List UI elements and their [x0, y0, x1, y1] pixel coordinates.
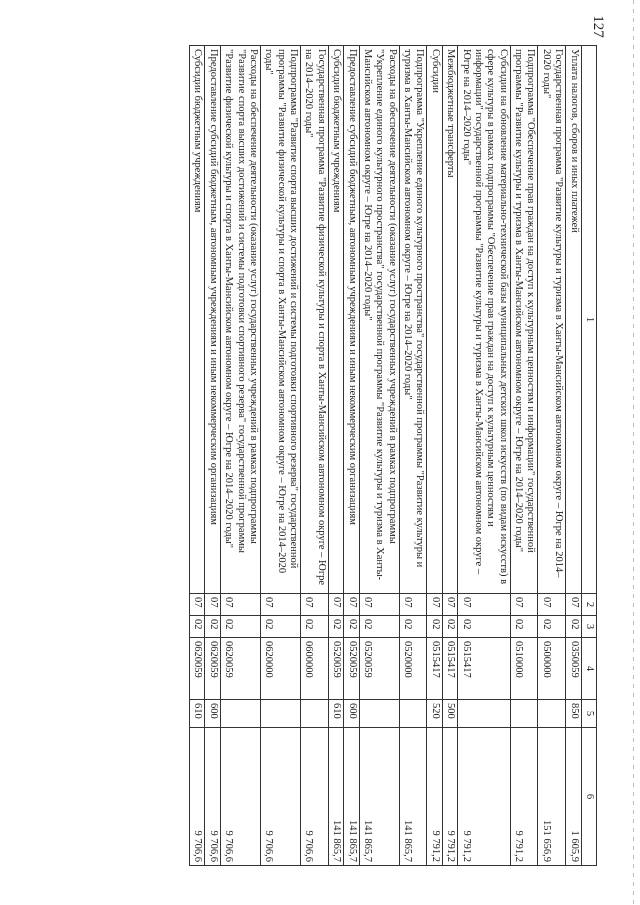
cell-name: Государственная программа "Развитие культуры и туризма в Ханты-Мансийском автономном округе – Югре на 2014–2020 годы"	[538, 46, 566, 594]
cell-csr: 0620059	[205, 638, 220, 700]
cell-sum: 9 706,6	[190, 728, 205, 866]
cell-csr: 0600000	[301, 638, 329, 700]
rotated-page-content	[65, 45, 597, 865]
table-row	[301, 46, 329, 866]
cell-pr: 02	[442, 616, 457, 638]
cell-pr: 02	[399, 616, 427, 638]
cell-pr: 02	[301, 616, 329, 638]
cell-name: Предоставление субсидий бюджетным, автономным учреждениям и иным некоммерческим организациям	[205, 46, 220, 594]
cell-pr: 02	[220, 616, 260, 638]
cell-rz: 07	[328, 594, 343, 616]
table-row	[190, 46, 205, 866]
cell-rz: 07	[359, 594, 399, 616]
table-row	[510, 46, 538, 866]
cell-sum: 141 865,7	[359, 728, 399, 866]
cell-rz: 07	[301, 594, 329, 616]
cell-vr	[220, 700, 260, 728]
cell-vr	[301, 700, 329, 728]
cell-vr	[359, 700, 399, 728]
cell-rz: 07	[442, 594, 457, 616]
cell-vr	[538, 700, 566, 728]
cell-vr	[261, 700, 301, 728]
table-row	[458, 46, 511, 866]
table-row	[328, 46, 343, 866]
cell-csr: 0520059	[328, 638, 343, 700]
cell-rz: 07	[427, 594, 442, 616]
cell-rz: 07	[220, 594, 260, 616]
cell-name: Подпрограмма "Укрепление единого культурного пространства" государственной программы "Развитие культуры и туризма в Ханты-Мансийском автономном округе – Югре на 2014–2020 годы"	[399, 46, 427, 594]
cell-csr: 0510000	[510, 638, 538, 700]
cell-rz: 07	[190, 594, 205, 616]
cell-sum: 9 791,2	[458, 728, 511, 866]
cell-rz: 07	[205, 594, 220, 616]
cell-csr: 0620059	[220, 638, 260, 700]
cell-vr	[458, 700, 511, 728]
cell-vr: 500	[442, 700, 457, 728]
cell-csr: 0620000	[261, 638, 301, 700]
cell-pr: 02	[359, 616, 399, 638]
cell-rz: 07	[458, 594, 511, 616]
cell-csr: 0520059	[344, 638, 359, 700]
page-number: 127	[589, 15, 606, 38]
cell-name: Предоставление субсидий бюджетным, автономным учреждениям и иным некоммерческим организациям	[344, 46, 359, 594]
cell-vr: 600	[344, 700, 359, 728]
scan-edge-line	[633, 0, 634, 905]
cell-csr: 0350059	[566, 638, 581, 700]
cell-name: Уплата налогов, сборов и иных платежей	[566, 46, 581, 594]
cell-name: Государственная программа "Развитие физической культуры и спорта в Ханты-Мансийском автономном округе – Югре на 2014–2020 годы"	[301, 46, 329, 594]
cell-csr: 0520059	[359, 638, 399, 700]
cell-name: Расходы на обеспечение деятельности (оказание услуг) государственных учреждений в рамках подпрограммы "Развитие спорта высших достижений и системы подготовки спортивного резерва" государственной программы "Развитие физической культуры и спорта в Ханты-Мансийском автономном округе – Югре на 2014–2020 годы"	[220, 46, 260, 594]
cell-name: Подпрограмма "Обеспечение прав граждан на доступ к культурным ценностям и информации" государственной программы "Развитие культуры и туризма в Ханты-Мансийском автономном округе – Югре на 2014–2020 годы"	[510, 46, 538, 594]
cell-name: Субсидии на обновление материально-технической базы муниципальных детских школ искусств (по видам искусств) в сфере культуры в рамках подпрограммы "Обеспечение прав граждан на доступ к культурным ценностям и информации" государственной программы "Развитие культуры и туризма в Ханты-Мансийском автономном округе – Югре на 2014–2020 годы"	[458, 46, 511, 594]
cell-pr: 02	[427, 616, 442, 638]
cell-csr: 0620059	[190, 638, 205, 700]
cell-sum: 141 865,7	[399, 728, 427, 866]
cell-sum: 1 605,9	[566, 728, 581, 866]
cell-vr: 610	[328, 700, 343, 728]
cell-vr: 520	[427, 700, 442, 728]
cell-pr: 02	[328, 616, 343, 638]
cell-name: Субсидии бюджетным учреждениям	[328, 46, 343, 594]
cell-rz: 07	[510, 594, 538, 616]
table-header-row	[581, 46, 596, 866]
cell-sum: 9 791,2	[510, 728, 538, 866]
cell-pr: 02	[566, 616, 581, 638]
cell-vr	[399, 700, 427, 728]
cell-name: Субсидии	[427, 46, 442, 594]
cell-pr: 02	[344, 616, 359, 638]
header-cell: 5	[581, 700, 596, 728]
table-row	[538, 46, 566, 866]
cell-rz: 07	[344, 594, 359, 616]
cell-vr: 850	[566, 700, 581, 728]
header-cell: 1	[581, 46, 596, 594]
cell-pr: 02	[458, 616, 511, 638]
cell-sum: 9 791,2	[427, 728, 442, 866]
cell-pr: 02	[205, 616, 220, 638]
cell-sum: 9 706,6	[301, 728, 329, 866]
cell-pr: 02	[510, 616, 538, 638]
table-row	[220, 46, 260, 866]
table-row	[359, 46, 399, 866]
header-cell: 4	[581, 638, 596, 700]
cell-vr	[510, 700, 538, 728]
table-row	[344, 46, 359, 866]
table-row	[205, 46, 220, 866]
cell-csr: 0515417	[458, 638, 511, 700]
budget-table-frame	[65, 45, 597, 865]
cell-csr: 0500000	[538, 638, 566, 700]
cell-name: Межбюджетные трансферты	[442, 46, 457, 594]
cell-pr: 02	[538, 616, 566, 638]
cell-rz: 07	[566, 594, 581, 616]
cell-sum: 141 865,7	[328, 728, 343, 866]
cell-pr: 02	[261, 616, 301, 638]
budget-table	[189, 45, 597, 866]
header-cell: 6	[581, 728, 596, 866]
cell-sum: 9 791,2	[442, 728, 457, 866]
table-row	[399, 46, 427, 866]
cell-sum: 9 706,6	[261, 728, 301, 866]
cell-pr: 02	[190, 616, 205, 638]
cell-csr: 0520000	[399, 638, 427, 700]
table-row	[566, 46, 581, 866]
cell-vr: 610	[190, 700, 205, 728]
cell-csr: 0515417	[427, 638, 442, 700]
cell-vr: 600	[205, 700, 220, 728]
table-row	[427, 46, 442, 866]
cell-csr: 0515417	[442, 638, 457, 700]
cell-sum: 151 656,9	[538, 728, 566, 866]
cell-sum: 141 865,7	[344, 728, 359, 866]
cell-name: Подпрограмма "Развитие спорта высших достижений и системы подготовки спортивного резерва" государственной программы "Развитие физической культуры и спорта в Ханты-Мансийском автономном округе – Югре на 2014–2020 годы"	[261, 46, 301, 594]
cell-rz: 07	[538, 594, 566, 616]
header-cell: 3	[581, 616, 596, 638]
cell-sum: 9 706,6	[220, 728, 260, 866]
cell-name: Субсидии бюджетным учреждениям	[190, 46, 205, 594]
table-row	[442, 46, 457, 866]
cell-name: Расходы на обеспечение деятельности (оказание услуг) государственных учреждений в рамках подпрограммы "Укрепление единого культурного пространства" государственной программы "Развитие культуры и туризма в Ханты-Мансийском автономном округе – Югре на 2014–2020 годы"	[359, 46, 399, 594]
header-cell: 2	[581, 594, 596, 616]
cell-rz: 07	[399, 594, 427, 616]
cell-rz: 07	[261, 594, 301, 616]
cell-sum: 9 706,6	[205, 728, 220, 866]
table-row	[261, 46, 301, 866]
